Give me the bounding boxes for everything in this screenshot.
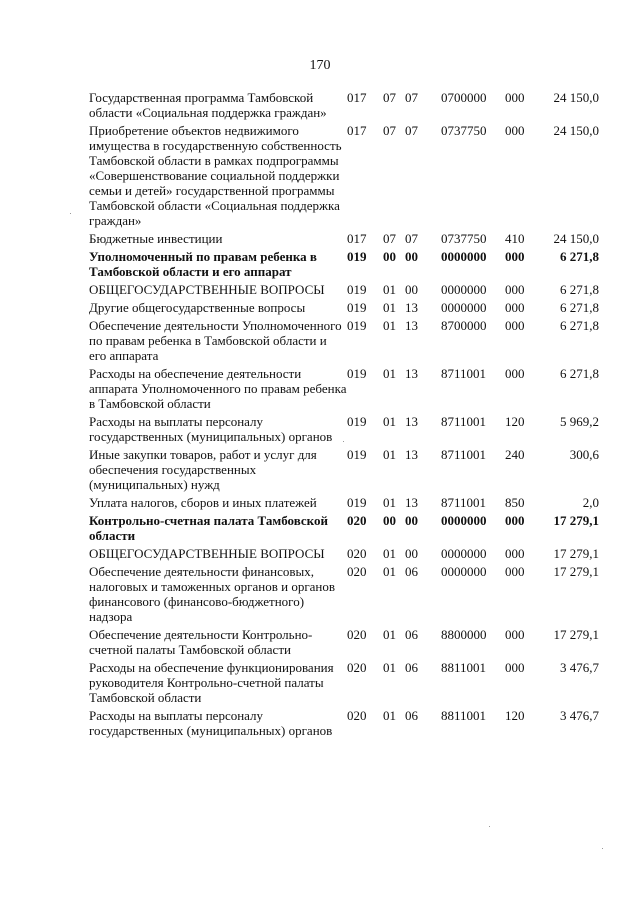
row-amount: 6 271,8 bbox=[560, 282, 599, 297]
row-subsection-code: 13 bbox=[405, 366, 418, 381]
table-row bbox=[89, 492, 599, 510]
table-row bbox=[89, 705, 599, 738]
row-ved-code: 020 bbox=[347, 660, 367, 675]
row-target-code: 0737750 bbox=[441, 123, 487, 138]
row-section-code: 07 bbox=[383, 90, 396, 105]
row-expense-type-code: 240 bbox=[505, 447, 525, 462]
row-name: Контрольно-счетная палата Тамбовской области bbox=[89, 513, 328, 543]
page-number: 170 bbox=[309, 58, 331, 73]
row-amount: 300,6 bbox=[569, 447, 599, 462]
table-row bbox=[89, 624, 599, 657]
row-target-code: 8800000 bbox=[441, 627, 487, 642]
row-name: Расходы на обеспечение деятельности аппарата Уполномоченного по правам ребенка в Тамбовской области bbox=[89, 366, 347, 411]
row-name: Приобретение объектов недвижимого имущества в государственную собственность Тамбовской области в рамках подпрограммы «Совершенствование социальной поддержки семьи и детей» государственной программы Тамбовской области «Социальная поддержка граждан» bbox=[89, 123, 342, 228]
row-expense-type-code: 000 bbox=[505, 660, 525, 675]
row-section-code: 01 bbox=[383, 708, 396, 723]
row-subsection-code: 13 bbox=[405, 447, 418, 462]
row-amount: 6 271,8 bbox=[560, 300, 599, 315]
row-amount: 3 476,7 bbox=[560, 708, 599, 723]
row-section-code: 01 bbox=[383, 282, 396, 297]
row-ved-code: 019 bbox=[347, 366, 367, 381]
row-subsection-code: 06 bbox=[405, 660, 418, 675]
row-expense-type-code: 000 bbox=[505, 123, 525, 138]
row-ved-code: 019 bbox=[347, 249, 367, 264]
row-ved-code: 019 bbox=[347, 300, 367, 315]
row-expense-type-code: 120 bbox=[505, 414, 525, 429]
row-target-code: 8811001 bbox=[441, 660, 487, 675]
table-row bbox=[89, 657, 599, 705]
row-target-code: 0000000 bbox=[441, 513, 487, 528]
row-ved-code: 020 bbox=[347, 564, 367, 579]
row-target-code: 0000000 bbox=[441, 564, 487, 579]
scan-speck bbox=[70, 213, 71, 214]
row-name: Расходы на выплаты персоналу государственных (муниципальных) органов bbox=[89, 708, 333, 738]
row-subsection-code: 07 bbox=[405, 231, 418, 246]
row-section-code: 00 bbox=[383, 249, 396, 264]
scan-speck bbox=[602, 848, 603, 849]
table-row bbox=[89, 297, 599, 315]
row-name: Уполномоченный по правам ребенка в Тамбовской области и его аппарат bbox=[89, 249, 317, 279]
table-row bbox=[89, 363, 599, 411]
row-section-code: 07 bbox=[383, 123, 396, 138]
row-target-code: 0700000 bbox=[441, 90, 487, 105]
table-row bbox=[89, 411, 599, 444]
row-name: Другие общегосударственные вопросы bbox=[89, 300, 306, 315]
row-subsection-code: 13 bbox=[405, 414, 418, 429]
budget-table-body bbox=[89, 90, 599, 738]
row-expense-type-code: 000 bbox=[505, 282, 525, 297]
row-amount: 24 150,0 bbox=[553, 231, 599, 246]
row-expense-type-code: 000 bbox=[505, 318, 525, 333]
row-name: Расходы на выплаты персоналу государственных (муниципальных) органов bbox=[89, 414, 333, 444]
row-ved-code: 017 bbox=[347, 90, 367, 105]
row-name: ОБЩЕГОСУДАРСТВЕННЫЕ ВОПРОСЫ bbox=[89, 282, 325, 297]
row-amount: 6 271,8 bbox=[560, 249, 599, 264]
row-subsection-code: 00 bbox=[405, 282, 418, 297]
row-amount: 6 271,8 bbox=[560, 366, 599, 381]
row-subsection-code: 06 bbox=[405, 627, 418, 642]
row-name: Уплата налогов, сборов и иных платежей bbox=[89, 495, 317, 510]
table-row bbox=[89, 228, 599, 246]
scan-speck bbox=[489, 826, 490, 827]
row-ved-code: 017 bbox=[347, 123, 367, 138]
row-amount: 17 279,1 bbox=[553, 564, 599, 579]
row-name: Обеспечение деятельности Контрольно-счетной палаты Тамбовской области bbox=[89, 627, 313, 657]
row-target-code: 0000000 bbox=[441, 249, 487, 264]
row-subsection-code: 07 bbox=[405, 90, 418, 105]
row-expense-type-code: 000 bbox=[505, 627, 525, 642]
row-name: Бюджетные инвестиции bbox=[89, 231, 223, 246]
row-section-code: 01 bbox=[383, 366, 396, 381]
row-amount: 3 476,7 bbox=[560, 660, 599, 675]
row-target-code: 8700000 bbox=[441, 318, 487, 333]
row-target-code: 0000000 bbox=[441, 300, 487, 315]
row-amount: 6 271,8 bbox=[560, 318, 599, 333]
row-section-code: 07 bbox=[383, 231, 396, 246]
row-target-code: 0000000 bbox=[441, 546, 487, 561]
row-section-code: 01 bbox=[383, 447, 396, 462]
row-expense-type-code: 000 bbox=[505, 564, 525, 579]
table-row bbox=[89, 444, 599, 492]
table-row bbox=[89, 561, 599, 624]
row-expense-type-code: 120 bbox=[505, 708, 525, 723]
row-ved-code: 020 bbox=[347, 627, 367, 642]
row-ved-code: 020 bbox=[347, 708, 367, 723]
row-name: ОБЩЕГОСУДАРСТВЕННЫЕ ВОПРОСЫ bbox=[89, 546, 325, 561]
row-name: Расходы на обеспечение функционирования руководителя Контрольно-счетной палаты Тамбовской области bbox=[89, 660, 334, 705]
row-subsection-code: 06 bbox=[405, 564, 418, 579]
row-amount: 17 279,1 bbox=[553, 546, 599, 561]
row-target-code: 8811001 bbox=[441, 708, 487, 723]
row-ved-code: 019 bbox=[347, 318, 367, 333]
table-row bbox=[89, 315, 599, 363]
row-section-code: 01 bbox=[383, 414, 396, 429]
row-name: Государственная программа Тамбовской области «Социальная поддержка граждан» bbox=[89, 90, 327, 120]
table-row bbox=[89, 246, 599, 279]
row-section-code: 01 bbox=[383, 495, 396, 510]
row-expense-type-code: 000 bbox=[505, 249, 525, 264]
row-amount: 17 279,1 bbox=[553, 513, 599, 528]
row-ved-code: 019 bbox=[347, 414, 367, 429]
row-amount: 5 969,2 bbox=[560, 414, 599, 429]
row-name: Обеспечение деятельности Уполномоченного по правам ребенка в Тамбовской области и его аппарата bbox=[89, 318, 342, 363]
row-section-code: 00 bbox=[383, 513, 396, 528]
budget-table bbox=[89, 90, 599, 738]
row-amount: 24 150,0 bbox=[553, 90, 599, 105]
row-amount: 17 279,1 bbox=[553, 627, 599, 642]
row-expense-type-code: 410 bbox=[505, 231, 525, 246]
row-expense-type-code: 000 bbox=[505, 90, 525, 105]
row-target-code: 8711001 bbox=[441, 366, 487, 381]
row-ved-code: 017 bbox=[347, 231, 367, 246]
row-ved-code: 019 bbox=[347, 495, 367, 510]
row-subsection-code: 13 bbox=[405, 495, 418, 510]
row-section-code: 01 bbox=[383, 627, 396, 642]
row-expense-type-code: 000 bbox=[505, 300, 525, 315]
row-ved-code: 019 bbox=[347, 447, 367, 462]
row-ved-code: 020 bbox=[347, 546, 367, 561]
row-target-code: 8711001 bbox=[441, 495, 487, 510]
row-expense-type-code: 000 bbox=[505, 513, 525, 528]
row-target-code: 8711001 bbox=[441, 414, 487, 429]
table-row bbox=[89, 543, 599, 561]
row-subsection-code: 13 bbox=[405, 300, 418, 315]
row-subsection-code: 06 bbox=[405, 708, 418, 723]
row-expense-type-code: 000 bbox=[505, 546, 525, 561]
scan-speck bbox=[343, 441, 344, 442]
table-row bbox=[89, 279, 599, 297]
row-amount: 24 150,0 bbox=[553, 123, 599, 138]
row-ved-code: 019 bbox=[347, 282, 367, 297]
row-section-code: 01 bbox=[383, 300, 396, 315]
row-expense-type-code: 000 bbox=[505, 366, 525, 381]
row-target-code: 0737750 bbox=[441, 231, 487, 246]
row-subsection-code: 00 bbox=[405, 249, 418, 264]
row-subsection-code: 13 bbox=[405, 318, 418, 333]
row-target-code: 0000000 bbox=[441, 282, 487, 297]
row-subsection-code: 00 bbox=[405, 546, 418, 561]
row-ved-code: 020 bbox=[347, 513, 367, 528]
row-expense-type-code: 850 bbox=[505, 495, 525, 510]
row-section-code: 01 bbox=[383, 318, 396, 333]
table-row bbox=[89, 120, 599, 228]
row-target-code: 8711001 bbox=[441, 447, 487, 462]
row-section-code: 01 bbox=[383, 660, 396, 675]
row-name: Иные закупки товаров, работ и услуг для обеспечения государственных (муниципальных) нужд bbox=[89, 447, 317, 492]
row-subsection-code: 07 bbox=[405, 123, 418, 138]
row-section-code: 01 bbox=[383, 564, 396, 579]
row-amount: 2,0 bbox=[582, 495, 599, 510]
row-section-code: 01 bbox=[383, 546, 396, 561]
row-subsection-code: 00 bbox=[405, 513, 418, 528]
table-row bbox=[89, 90, 599, 120]
table-row bbox=[89, 510, 599, 543]
row-name: Обеспечение деятельности финансовых, налоговых и таможенных органов и органов финансового (финансово-бюджетного) надзора bbox=[89, 564, 336, 624]
